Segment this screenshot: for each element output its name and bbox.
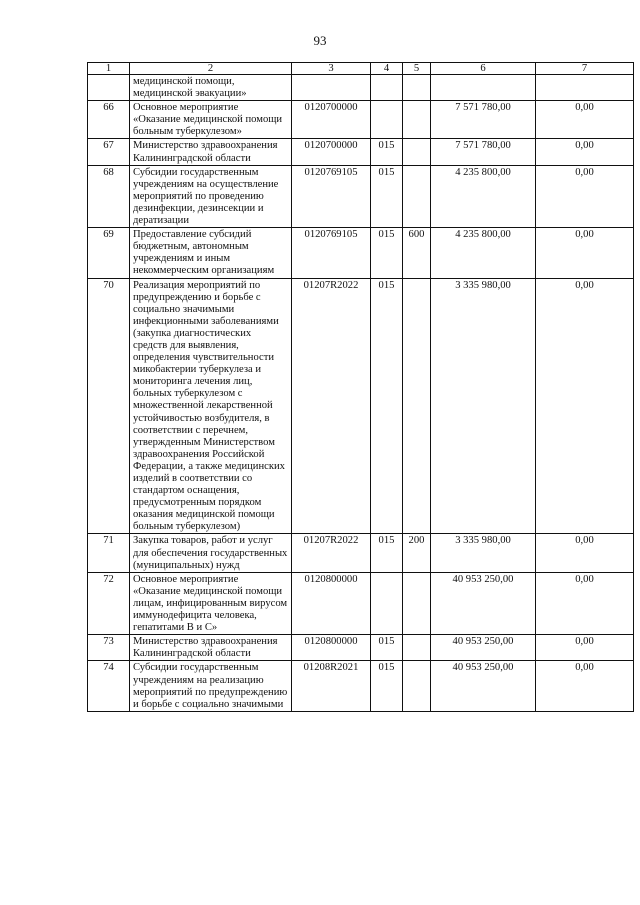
row-number: 68	[88, 165, 130, 227]
budget-table	[87, 62, 634, 712]
column-header: 5	[403, 63, 431, 75]
row-number: 70	[88, 278, 130, 534]
row-expense-type	[403, 635, 431, 661]
column-header: 6	[431, 63, 536, 75]
table-row	[88, 228, 634, 278]
row-target-code: 0120769105	[292, 165, 371, 227]
page-number: 93	[313, 33, 327, 48]
row-target-code: 01207R2022	[292, 278, 371, 534]
column-header: 3	[292, 63, 371, 75]
row-number: 66	[88, 101, 130, 139]
column-header: 1	[88, 63, 130, 75]
row-expense-type	[403, 75, 431, 101]
row-expense-type	[403, 572, 431, 634]
row-name: Субсидии государственным учреждениям на реализацию мероприятий по предупреждению и борьбе с социально значимыми	[130, 661, 292, 711]
table-row	[88, 101, 634, 139]
row-amount: 4 235 800,00	[431, 165, 536, 227]
column-header: 2	[130, 63, 292, 75]
table-row	[88, 572, 634, 634]
row-name: медицинской помощи, медицинской эвакуации»	[130, 75, 292, 101]
row-name: Закупка товаров, работ и услуг для обеспечения государственных (муниципальных) нужд	[130, 534, 292, 572]
row-amount-second	[536, 75, 634, 101]
row-amount-second: 0,00	[536, 661, 634, 711]
row-department-code: 015	[371, 635, 403, 661]
row-target-code: 0120800000	[292, 635, 371, 661]
row-amount: 7 571 780,00	[431, 101, 536, 139]
row-department-code: 015	[371, 228, 403, 278]
table-body	[88, 75, 634, 712]
row-name: Субсидии государственным учреждениям на осуществление мероприятий по проведению дезинфекции, дезинсекции и дератизации	[130, 165, 292, 227]
row-target-code	[292, 75, 371, 101]
column-header: 4	[371, 63, 403, 75]
table-row	[88, 534, 634, 572]
row-amount-second: 0,00	[536, 572, 634, 634]
row-amount-second: 0,00	[536, 228, 634, 278]
row-name: Основное мероприятие «Оказание медицинской помощи лицам, инфицированным вирусом иммунодефицита человека, гепатитами В и С»	[130, 572, 292, 634]
row-amount: 3 335 980,00	[431, 278, 536, 534]
row-number: 72	[88, 572, 130, 634]
table-row	[88, 139, 634, 165]
row-name: Министерство здравоохранения Калининградской области	[130, 635, 292, 661]
row-number	[88, 75, 130, 101]
row-expense-type: 600	[403, 228, 431, 278]
row-department-code	[371, 101, 403, 139]
column-header: 7	[536, 63, 634, 75]
row-number: 73	[88, 635, 130, 661]
row-amount-second: 0,00	[536, 101, 634, 139]
table-row	[88, 635, 634, 661]
row-amount-second: 0,00	[536, 139, 634, 165]
row-name: Основное мероприятие «Оказание медицинской помощи больным туберкулезом»	[130, 101, 292, 139]
row-amount: 4 235 800,00	[431, 228, 536, 278]
row-department-code: 015	[371, 661, 403, 711]
row-expense-type	[403, 139, 431, 165]
row-target-code: 0120700000	[292, 139, 371, 165]
row-name: Министерство здравоохранения Калининградской области	[130, 139, 292, 165]
row-expense-type	[403, 101, 431, 139]
row-amount-second: 0,00	[536, 165, 634, 227]
row-amount-second: 0,00	[536, 534, 634, 572]
row-department-code	[371, 75, 403, 101]
row-target-code: 0120700000	[292, 101, 371, 139]
row-department-code: 015	[371, 534, 403, 572]
row-number: 67	[88, 139, 130, 165]
row-name: Предоставление субсидий бюджетным, автономным учреждениям и иным некоммерческим организациям	[130, 228, 292, 278]
row-department-code	[371, 572, 403, 634]
row-number: 71	[88, 534, 130, 572]
row-department-code: 015	[371, 139, 403, 165]
row-amount-second: 0,00	[536, 278, 634, 534]
row-amount	[431, 75, 536, 101]
row-amount: 40 953 250,00	[431, 572, 536, 634]
table-row	[88, 661, 634, 711]
table-row	[88, 165, 634, 227]
table-row	[88, 278, 634, 534]
row-expense-type: 200	[403, 534, 431, 572]
row-expense-type	[403, 278, 431, 534]
row-target-code: 01207R2022	[292, 534, 371, 572]
row-amount: 40 953 250,00	[431, 661, 536, 711]
row-amount-second: 0,00	[536, 635, 634, 661]
row-number: 69	[88, 228, 130, 278]
header-row	[88, 63, 634, 75]
row-name: Реализация мероприятий по предупреждению и борьбе с социально значимыми инфекционными заболеваниями (закупка диагностических средств для выявления, определения чувствительности микобактерии туберкулеза и мониторинга лечения лиц, больных туберкулезом с множественной лекарственной устойчивостью возбудителя, в соответствии с перечнем, утвержденным Министерством здравоохранения Российской Федерации, а также медицинских изделий в соответствии со стандартом оснащения, предусмотренным порядком оказания медицинской помощи больным туберкулезом)	[130, 278, 292, 534]
row-amount: 40 953 250,00	[431, 635, 536, 661]
row-expense-type	[403, 661, 431, 711]
row-target-code: 01208R2021	[292, 661, 371, 711]
row-department-code: 015	[371, 165, 403, 227]
row-expense-type	[403, 165, 431, 227]
row-amount: 7 571 780,00	[431, 139, 536, 165]
row-number: 74	[88, 661, 130, 711]
row-amount: 3 335 980,00	[431, 534, 536, 572]
row-target-code: 0120800000	[292, 572, 371, 634]
row-target-code: 0120769105	[292, 228, 371, 278]
table-row	[88, 75, 634, 101]
row-department-code: 015	[371, 278, 403, 534]
